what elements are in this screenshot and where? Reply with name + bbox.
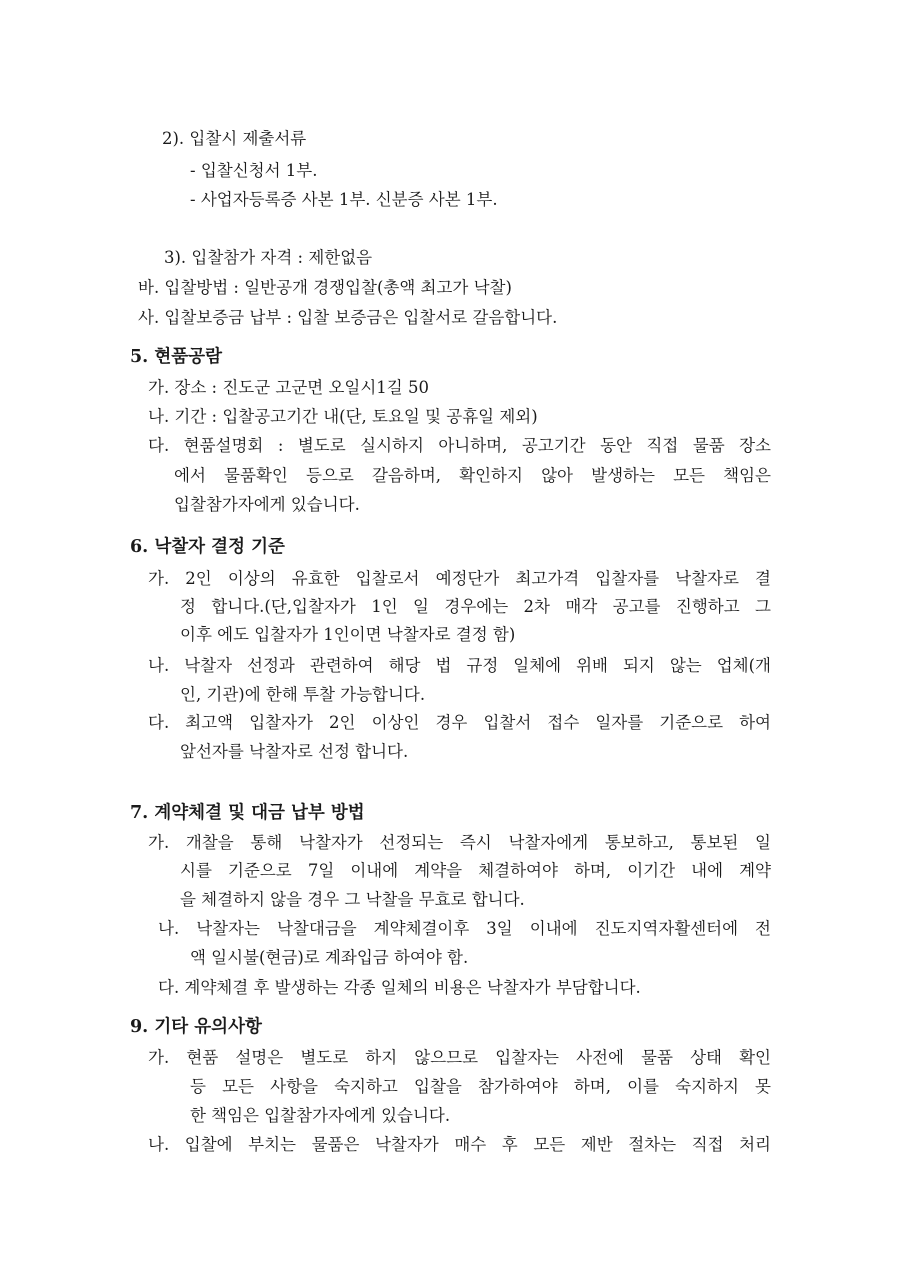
section-5-item-na: 나. 기간 : 입찰공고기간 내(단, 토요일 및 공휴일 제외) (148, 407, 538, 426)
section-6-item-na-line: 인, 기관)에 한해 투찰 가능합니다. (180, 685, 426, 704)
section-5-item-da-line: 에서 물품확인 등으로 갈음하며, 확인하지 않아 발생하는 모든 책임은 (174, 466, 771, 485)
section-6-title: 6. 낙찰자 결정 기준 (130, 537, 285, 557)
section-5-item-da-line: 다. 현품설명회 : 별도로 실시하지 아니하며, 공고기간 동안 직접 물품 장소 (148, 436, 771, 455)
section-9-title: 9. 기타 유의사항 (130, 1017, 262, 1037)
section-7-item-ga-line: 가. 개찰을 통해 낙찰자가 선정되는 즉시 낙찰자에게 통보하고, 통보된 일 (148, 833, 771, 852)
section-7-item-ga-line: 을 체결하지 않을 경우 그 낙찰을 무효로 합니다. (180, 890, 525, 909)
bid-docs-item: - 입찰신청서 1부. (190, 161, 318, 180)
section-6-item-na-line: 나. 낙찰자 선정과 관련하여 해당 법 규정 일체에 위배 되지 않는 업체(개 (148, 656, 771, 675)
section-5-title: 5. 현품공람 (130, 347, 222, 367)
section-5-item-da-line: 입찰참가자에게 있습니다. (174, 495, 360, 514)
section-9-item-ga-line: 가. 현품 설명은 별도로 하지 않으므로 입찰자는 사전에 물품 상태 확인 (148, 1048, 771, 1067)
section-6-item-ga-line: 가. 2인 이상의 유효한 입찰로서 예정단가 최고가격 입찰자를 낙찰자로 결 (148, 569, 771, 588)
section-9-item-ga-line: 등 모든 사항을 숙지하고 입찰을 참가하여야 하며, 이를 숙지하지 못 (190, 1077, 771, 1096)
bid-docs-item: - 사업자등록증 사본 1부. 신분증 사본 1부. (190, 190, 498, 209)
bid-deposit: 사. 입찰보증금 납부 : 입찰 보증금은 입찰서로 갈음합니다. (138, 308, 558, 327)
section-7-item-da: 다. 계약체결 후 발생하는 각종 일체의 비용은 낙찰자가 부담합니다. (158, 978, 641, 997)
section-6-item-ga-line: 이후 에도 입찰자가 1인이면 낙찰자로 결정 함) (180, 625, 516, 644)
bid-qualification: 3). 입찰참가 자격 : 제한없음 (164, 248, 373, 267)
section-7-item-na-line: 나. 낙찰자는 낙찰대금을 계약체결이후 3일 이내에 진도지역자활센터에 전 (158, 919, 771, 938)
section-9-item-na-line: 나. 입찰에 부치는 물품은 낙찰자가 매수 후 모든 제반 절차는 직접 처리 (148, 1135, 771, 1154)
section-9-item-ga-line: 한 책임은 입찰참가자에게 있습니다. (190, 1106, 451, 1125)
section-7-title: 7. 계약체결 및 대금 납부 방법 (130, 803, 365, 823)
section-6-item-da-line: 앞선자를 낙찰자로 선정 합니다. (180, 742, 409, 761)
section-7-item-na-line: 액 일시불(현금)로 계좌입금 하여야 함. (190, 948, 469, 967)
section-6-item-da-line: 다. 최고액 입찰자가 2인 이상인 경우 입찰서 접수 일자를 기준으로 하여 (148, 713, 771, 732)
section-5-item-ga: 가. 장소 : 진도군 고군면 오일시1길 50 (148, 378, 429, 397)
section-7-item-ga-line: 시를 기준으로 7일 이내에 계약을 체결하여야 하며, 이기간 내에 계약 (180, 861, 771, 880)
section-6-item-ga-line: 정 합니다.(단,입찰자가 1인 일 경우에는 2차 매각 공고를 진행하고 그 (180, 597, 771, 616)
bid-docs-heading: 2). 입찰시 제출서류 (162, 129, 307, 148)
bid-method: 바. 입찰방법 : 일반공개 경쟁입찰(총액 최고가 낙찰) (138, 278, 512, 297)
